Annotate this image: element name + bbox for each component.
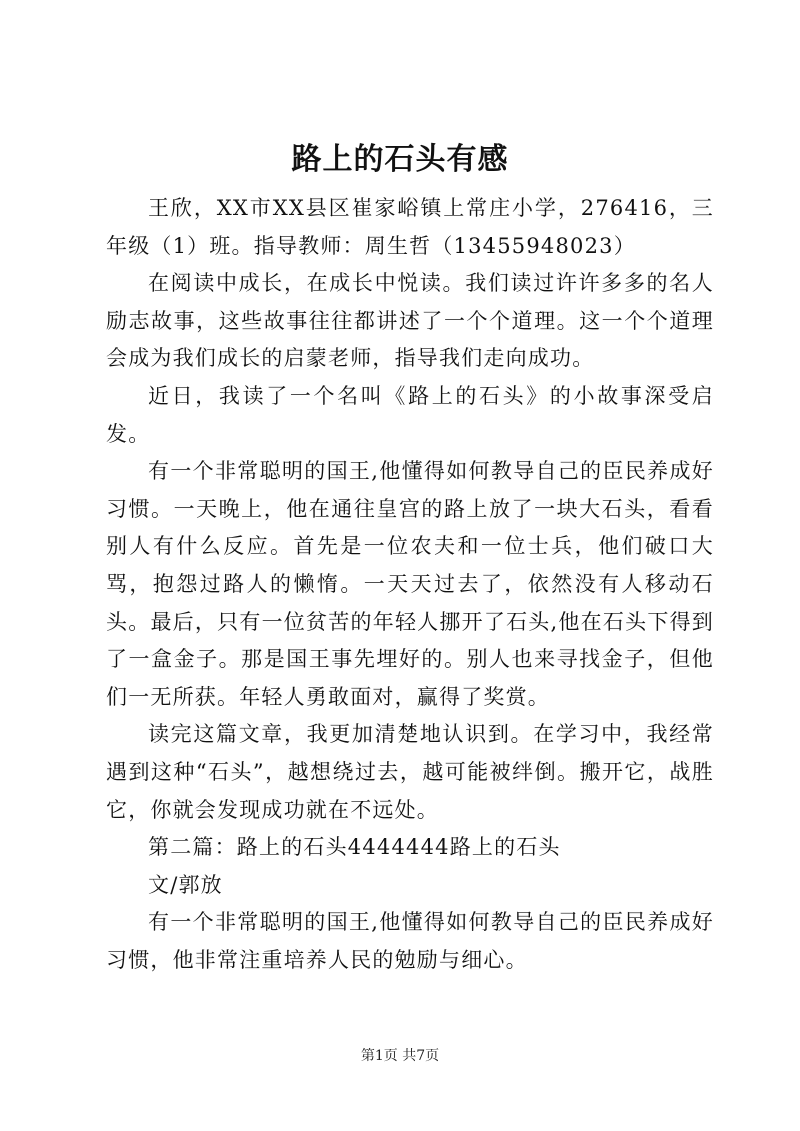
- page-footer: 第1页 共7页: [360, 1048, 440, 1064]
- author-info-paragraph: 王欣，XX市XX县区崔家峪镇上常庄小学，276416，三年级（1）班。指导教师：周生哲（13455948023）: [106, 196, 714, 258]
- section-heading: 第二篇：路上的石头4444444路上的石头: [148, 835, 561, 860]
- body-paragraph: 有一个非常聪明的国王,他懂得如何教导自己的臣民养成好习惯。一天晚上，他在通往皇宫的路上放了一块大石头，看看别人有什么反应。首先是一位农夫和一位士兵，他们破口大骂，抱怨过路人的懒惰。一天天过去了，依然没有人移动石头。最后，只有一位贫苦的年轻人挪开了石头,他在石头下得到了一盒金子。那是国王事先埋好的。别人也来寻找金子，但他们一无所获。年轻人勇敢面对，赢得了奖赏。: [106, 459, 714, 709]
- byline: 文/郭放: [148, 872, 223, 897]
- body-paragraph: 读完这篇文章，我更加清楚地认识到。在学习中，我经常遇到这种“石头”，越想绕过去，越可能被绊倒。搬开它，战胜它，你就会发现成功就在不远处。: [106, 722, 714, 822]
- document-title: 路上的石头有感: [291, 142, 509, 177]
- body-paragraph: 在阅读中成长，在成长中悦读。我们读过许许多多的名人励志故事，这些故事往往都讲述了一个个道理。这一个个道理会成为我们成长的启蒙老师，指导我们走向成功。: [106, 271, 714, 371]
- document-body: [106, 190, 714, 979]
- body-paragraph: 近日，我读了一个名叫《路上的石头》的小故事深受启发。: [106, 383, 714, 446]
- body-paragraph: 有一个非常聪明的国王,他懂得如何教导自己的臣民养成好习惯，他非常注重培养人民的勉励与细心。: [106, 910, 714, 972]
